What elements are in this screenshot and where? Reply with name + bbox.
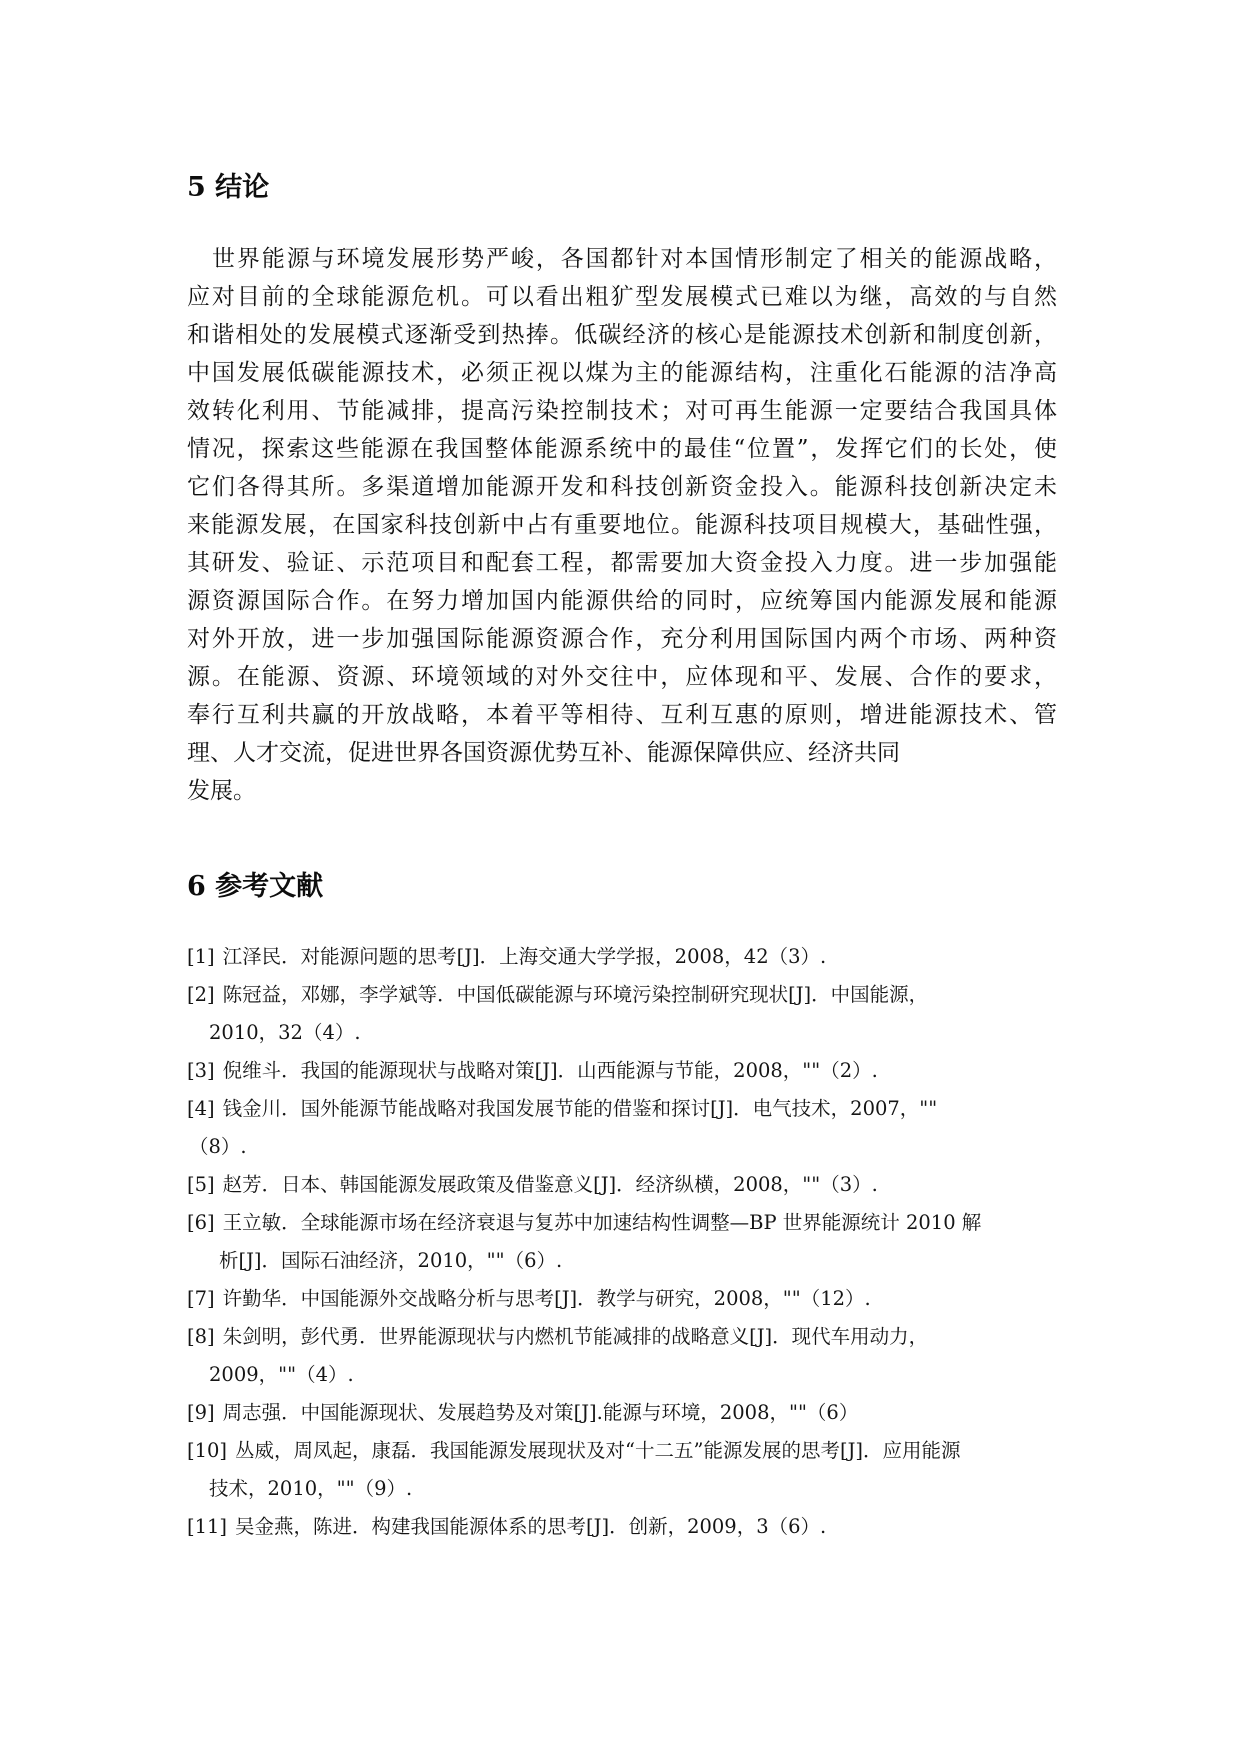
reference-text: 钱金川．国外能源节能战略对我国发展节能的借鉴和探讨[J]．电气技术，2007，"": [222, 1097, 938, 1120]
reference-item: [187, 1204, 1057, 1242]
reference-item: [187, 1508, 1057, 1546]
reference-text: 周志强．中国能源现状、发展趋势及对策[J].能源与环境，2008，""（6）: [222, 1401, 859, 1424]
section-5-heading: 5 结论: [187, 172, 270, 203]
paragraph-line: 它们各得其所。多渠道增加能源开发和科技创新资金投入。能源科技创新决定未: [187, 474, 1057, 500]
reference-number: [6]: [187, 1211, 215, 1234]
paragraph-line: 来能源发展，在国家科技创新中占有重要地位。能源科技项目规模大，基础性强，: [187, 512, 1057, 538]
reference-continuation: 析[J]．国际石油经济，2010，""（6）.: [219, 1249, 563, 1272]
paragraph-line: 源。在能源、资源、环境领域的对外交往中，应体现和平、发展、合作的要求，: [187, 664, 1057, 690]
reference-number: [8]: [187, 1325, 215, 1348]
conclusion-paragraph: [187, 240, 1057, 810]
paragraph-line: 理、人才交流，促进世界各国资源优势互补、能源保障供应、经济共同: [187, 740, 900, 766]
reference-item: [187, 976, 1057, 1014]
reference-text: 江泽民．对能源问题的思考[J]．上海交通大学学报，2008，42（3）.: [222, 945, 827, 968]
reference-text: 倪维斗．我国的能源现状与战略对策[J]．山西能源与节能，2008，""（2）.: [222, 1059, 878, 1082]
paragraph-line: 对外开放，进一步加强国际能源资源合作，充分利用国际国内两个市场、两种资: [187, 626, 1057, 652]
reference-number: [4]: [187, 1097, 215, 1120]
reference-continuation: 技术，2010，""（9）.: [209, 1477, 413, 1500]
reference-number: [1]: [187, 945, 215, 968]
reference-item: [187, 1280, 1057, 1318]
paragraph-line: 源资源国际合作。在努力增加国内能源供给的同时，应统筹国内能源发展和能源: [187, 588, 1057, 614]
reference-item: [187, 1432, 1057, 1470]
reference-text: 朱剑明，彭代勇．世界能源现状与内燃机节能减排的战略意义[J]．现代车用动力，: [222, 1325, 929, 1348]
reference-text: 许勤华．中国能源外交战略分析与思考[J]．教学与研究，2008，""（12）.: [222, 1287, 871, 1310]
reference-number: [9]: [187, 1401, 215, 1424]
reference-item: [187, 1090, 1057, 1128]
reference-text: 陈冠益，邓娜，李学斌等．中国低碳能源与环境污染控制研究现状[J]．中国能源，: [222, 983, 929, 1006]
paragraph-line: 应对目前的全球能源危机。可以看出粗犷型发展模式已难以为继，高效的与自然: [187, 284, 1057, 310]
section-6-heading: 6 参考文献: [187, 871, 324, 902]
reference-item: [187, 1052, 1057, 1090]
reference-item: [187, 1394, 1057, 1432]
reference-text: 吴金燕，陈进．构建我国能源体系的思考[J]．创新，2009，3（6）.: [235, 1515, 827, 1538]
reference-number: [3]: [187, 1059, 215, 1082]
paragraph-line: 和谐相处的发展模式逐渐受到热捧。低碳经济的核心是能源技术创新和制度创新，: [187, 322, 1057, 348]
reference-number: [10]: [187, 1439, 228, 1462]
paragraph-line: 其研发、验证、示范项目和配套工程，都需要加大资金投入力度。进一步加强能: [187, 550, 1057, 576]
reference-continuation: 2009，""（4）.: [209, 1363, 354, 1386]
paragraph-line: 奉行互利共赢的开放战略，本着平等相待、互利互惠的原则，增进能源技术、管: [187, 702, 1057, 728]
reference-item: [187, 1166, 1057, 1204]
reference-text: 赵芳．日本、韩国能源发展政策及借鉴意义[J]．经济纵横，2008，""（3）.: [222, 1173, 878, 1196]
reference-number: [7]: [187, 1287, 215, 1310]
reference-text: 丛威，周凤起，康磊．我国能源发展现状及对“十二五”能源发展的思考[J]．应用能源: [235, 1439, 961, 1462]
paragraph-line: 效转化利用、节能减排，提高污染控制技术；对可再生能源一定要结合我国具体: [187, 398, 1057, 424]
paragraph-line: 中国发展低碳能源技术，必须正视以煤为主的能源结构，注重化石能源的洁净高: [187, 360, 1057, 386]
reference-list: [187, 938, 1057, 1546]
reference-continuation: 2010，32（4）.: [209, 1021, 361, 1044]
reference-number: [5]: [187, 1173, 215, 1196]
reference-continuation: （8）.: [189, 1135, 247, 1158]
reference-item: [187, 938, 1057, 976]
reference-number: [2]: [187, 983, 215, 1006]
paragraph-line: 发展。: [187, 778, 256, 804]
reference-number: [11]: [187, 1515, 228, 1538]
paragraph-line: 情况，探索这些能源在我国整体能源系统中的最佳“位置”，发挥它们的长处，使: [187, 436, 1057, 462]
reference-text: 王立敏．全球能源市场在经济衰退与复苏中加速结构性调整—BP 世界能源统计 2010 解: [222, 1211, 982, 1234]
paragraph-line: 世界能源与环境发展形势严峻，各国都针对本国情形制定了相关的能源战略，: [212, 246, 1057, 272]
reference-item: [187, 1318, 1057, 1356]
